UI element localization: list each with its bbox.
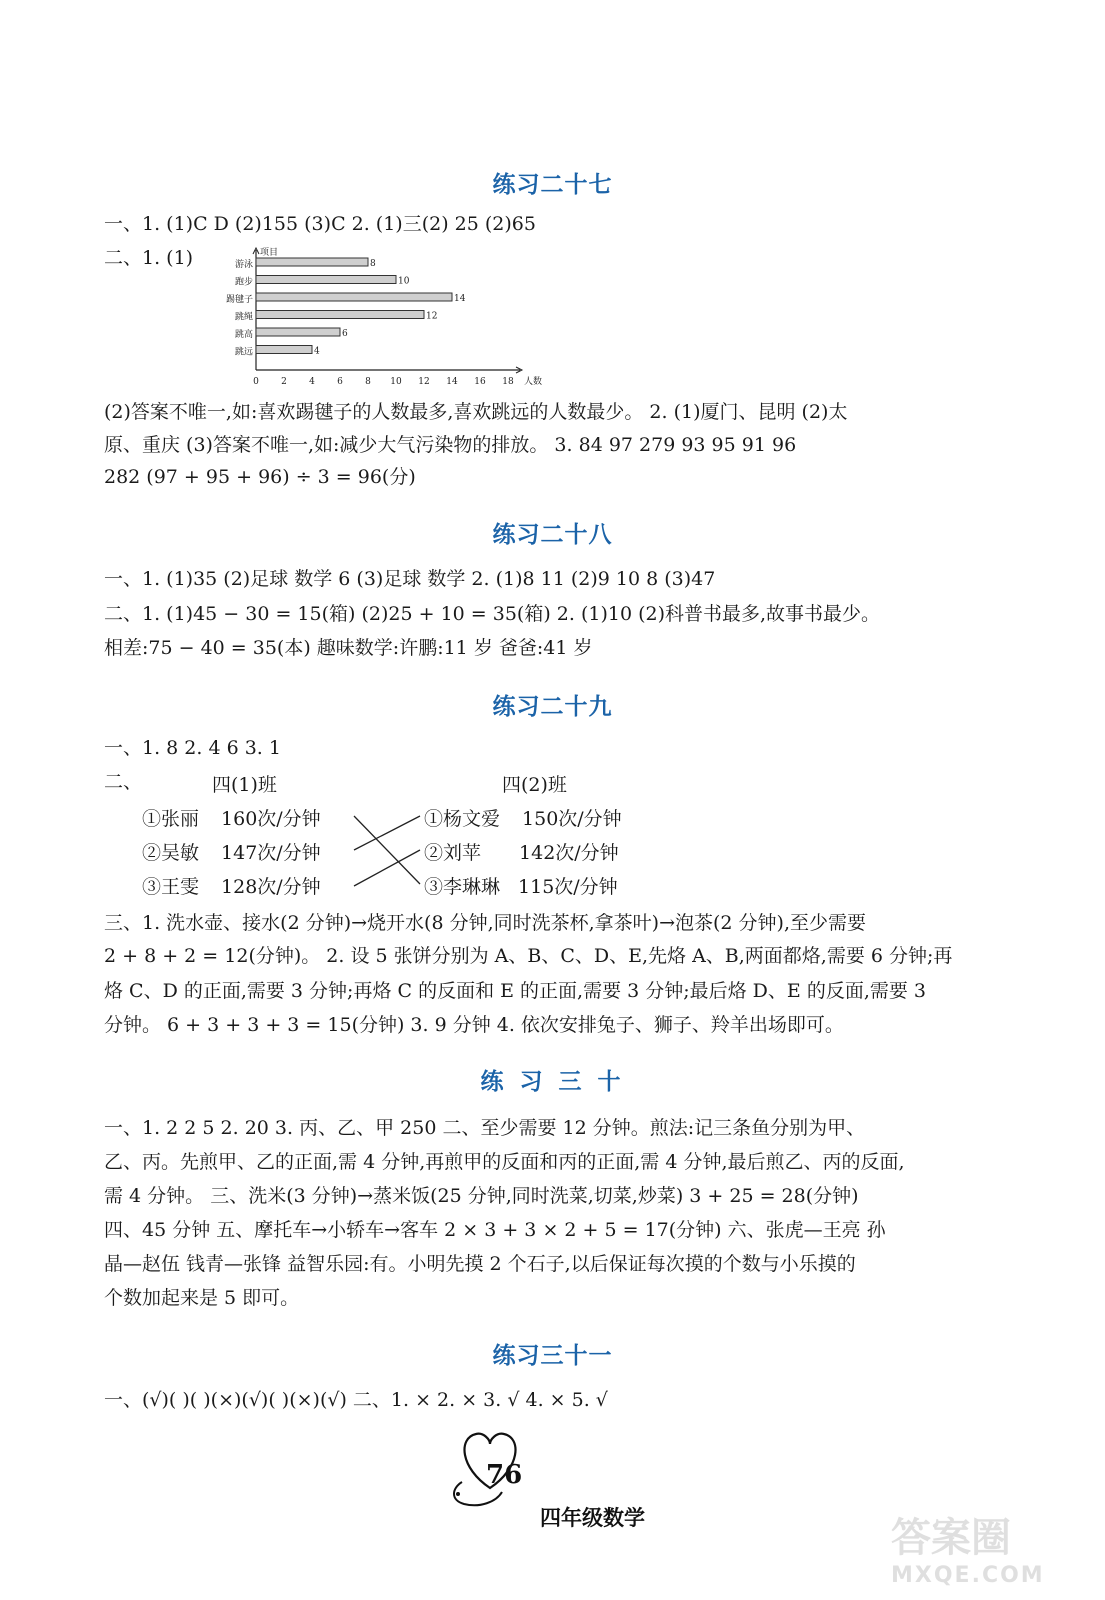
- category-label: 踢毽子: [225, 295, 253, 305]
- class-2-heading: 四(2)班: [502, 774, 567, 796]
- bar-value-label: 8: [370, 259, 376, 269]
- category-label: 跳高: [234, 330, 253, 340]
- section-title-27: 练习二十七: [492, 172, 613, 198]
- y-axis-label: 项目: [260, 248, 279, 258]
- x-tick-label: 6: [337, 377, 343, 387]
- bar-value-label: 10: [398, 276, 410, 287]
- bar: [256, 346, 312, 354]
- category-label: 游泳: [234, 260, 253, 270]
- left-name-2: ②吴敏: [142, 842, 200, 864]
- bar-value-label: 4: [314, 346, 320, 357]
- x-tick-label: 8: [365, 377, 371, 387]
- category-label: 跑步: [234, 277, 253, 288]
- right-rate-2: 142次/分钟: [519, 842, 619, 864]
- s28-line-3: 相差:75 − 40 = 35(本) 趣味数学:许鹏:11 岁 爸爸:41 岁: [104, 637, 593, 659]
- right-student-3: [424, 872, 618, 899]
- bar-value-label: 6: [342, 329, 348, 339]
- match-line-3: [354, 850, 420, 886]
- s27-line-5: 282 (97 + 95 + 96) ÷ 3 = 96(分): [104, 466, 416, 488]
- matching-lines: [340, 800, 430, 904]
- sports-bar-chart: [222, 246, 542, 394]
- section-title-28: 练习二十八: [492, 522, 613, 548]
- right-name-2: ②刘苹: [424, 842, 482, 864]
- section-title-29: 练习二十九: [492, 694, 613, 720]
- x-tick-label: 0: [253, 377, 259, 387]
- bar: [256, 293, 452, 301]
- bar-value-label: 14: [454, 294, 466, 304]
- left-student-2: [142, 838, 321, 865]
- x-tick-label: 4: [309, 377, 315, 387]
- x-tick-label: 16: [474, 377, 486, 387]
- left-rate-3: 128次/分钟: [221, 876, 321, 898]
- s31-line-1: 一、(√)( )( )(×)(√)( )(×)(√) 二、1. × 2. × 3. √ 4. × 5. √: [104, 1389, 608, 1411]
- category-label: 跳远: [234, 347, 253, 358]
- x-tick-label: 14: [446, 377, 458, 387]
- bar: [256, 258, 368, 266]
- s29-line-5: 烙 C、D 的正面,需要 3 分钟;再烙 C 的反面和 E 的正面,需要 3 分钟;最后烙 D、E 的反面,需要 3: [104, 980, 926, 1002]
- section-title-31: 练习三十一: [492, 1343, 613, 1369]
- s30-line-2: 乙、丙。先煎甲、乙的正面,需 4 分钟,再煎甲的反面和丙的正面,需 4 分钟,最后煎乙、丙的反面,: [104, 1151, 905, 1173]
- left-rate-1: 160次/分钟: [221, 808, 321, 830]
- category-label: 跳绳: [234, 312, 253, 323]
- right-rate-3: 115次/分钟: [518, 876, 618, 898]
- s30-line-5: 晶—赵伍 钱青—张锋 益智乐园:有。小明先摸 2 个石子,以后保证每次摸的个数与小乐摸的: [104, 1253, 856, 1275]
- grade-label: 四年级数学: [540, 1506, 645, 1530]
- s29-line-6: 分钟。 6 + 3 + 3 + 3 = 15(分钟) 3. 9 分钟 4. 依次安排兔子、狮子、羚羊出场即可。: [104, 1014, 844, 1036]
- left-student-1: [142, 804, 321, 831]
- s29-line-4: 2 + 8 + 2 = 12(分钟)。 2. 设 5 张饼分别为 A、B、C、D、E,先烙 A、B,两面都烙,需要 6 分钟;再: [104, 945, 953, 967]
- bar: [256, 328, 340, 336]
- watermark-text: 答案圈: [891, 1515, 1011, 1561]
- left-rate-2: 147次/分钟: [221, 842, 321, 864]
- watermark-url: MXQE.COM: [891, 1563, 1045, 1588]
- s28-line-1: 一、1. (1)35 (2)足球 数学 6 (3)足球 数学 2. (1)8 11 (2)9 10 8 (3)47: [104, 568, 716, 590]
- right-student-2: [424, 838, 619, 865]
- s29-line-3: 三、1. 洗水壶、接水(2 分钟)→烧开水(8 分钟,同时洗茶杯,拿茶叶)→泡茶(2 分钟),至少需要: [104, 912, 866, 934]
- match-line-1: [354, 816, 420, 884]
- bar: [256, 311, 424, 319]
- right-student-1: [424, 804, 622, 831]
- s29-line-1: 一、1. 8 2. 4 6 3. 1: [104, 737, 281, 759]
- left-student-3: [142, 872, 321, 899]
- right-rate-1: 150次/分钟: [522, 808, 622, 830]
- x-tick-label: 10: [390, 377, 402, 387]
- class-1-heading: 四(1)班: [212, 774, 277, 796]
- match-line-2: [354, 816, 420, 850]
- x-tick-label: 2: [281, 377, 287, 387]
- right-name-1: ①杨文爱: [424, 808, 501, 830]
- section-title-30: 练 习 三 十: [480, 1069, 625, 1095]
- page-number: 76: [486, 1460, 523, 1490]
- s28-line-2: 二、1. (1)45 − 30 = 15(箱) (2)25 + 10 = 35(箱) 2. (1)10 (2)科普书最多,故事书最少。: [104, 603, 881, 625]
- x-axis-label: 人数: [524, 377, 542, 387]
- right-name-3: ③李琳琳: [424, 876, 501, 898]
- s27-line-1: 一、1. (1)C D (2)155 (3)C 2. (1)三(2) 25 (2)65: [104, 213, 536, 235]
- s27-line-2: 二、1. (1): [104, 247, 194, 269]
- s30-line-1: 一、1. 2 2 5 2. 20 3. 丙、乙、甲 250 二、至少需要 12 分钟。煎法:记三条鱼分别为甲、: [104, 1117, 866, 1139]
- s27-line-3: (2)答案不唯一,如:喜欢踢毽子的人数最多,喜欢跳远的人数最少。 2. (1)厦门、昆明 (2)太: [104, 401, 848, 423]
- bar-value-label: 12: [426, 311, 438, 322]
- s30-line-4: 四、45 分钟 五、摩托车→小轿车→客车 2 × 3 + 3 × 2 + 5 = 17(分钟) 六、张虎—王亮 孙: [104, 1219, 886, 1241]
- s30-line-6: 个数加起来是 5 即可。: [104, 1287, 300, 1309]
- s30-line-3: 需 4 分钟。 三、洗米(3 分钟)→蒸米饭(25 分钟,同时洗菜,切菜,炒菜) 3 + 25 = 28(分钟): [104, 1185, 859, 1207]
- left-name-1: ①张丽: [142, 808, 200, 830]
- s29-line-2-label: 二、: [104, 771, 143, 793]
- left-name-3: ③王雯: [142, 876, 200, 898]
- x-tick-label: 12: [418, 377, 430, 387]
- s27-line-4: 原、重庆 (3)答案不唯一,如:减少大气污染物的排放。 3. 84 97 279 93 95 91 96: [104, 434, 797, 456]
- bar: [256, 276, 396, 284]
- x-tick-label: 18: [502, 377, 514, 387]
- watermark-logo: [891, 1506, 1081, 1590]
